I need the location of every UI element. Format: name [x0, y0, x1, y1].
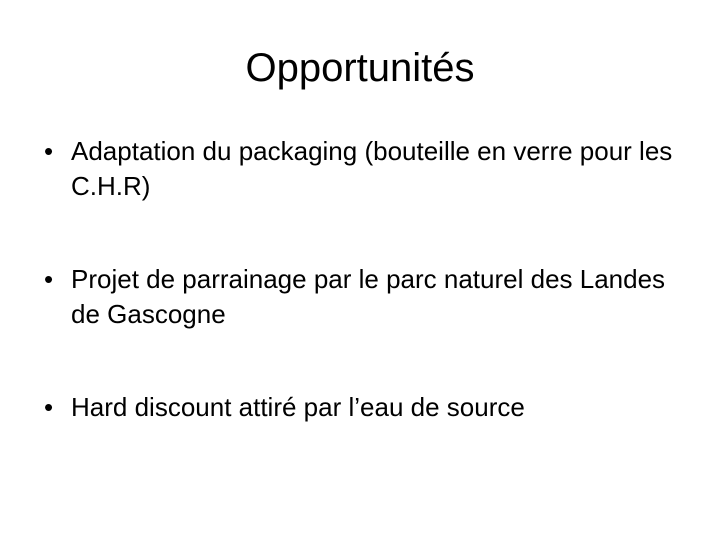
bullet-text: Hard discount attiré par l’eau de source [71, 392, 525, 422]
bullet-icon: • [44, 392, 54, 422]
bullet-icon: • [44, 264, 54, 294]
bullet-text: Adaptation du packaging (bouteille en verre pour les C.H.R) [71, 136, 673, 201]
bullet-item-hard-discount [44, 390, 684, 425]
slide-title: Opportunités [245, 46, 475, 90]
bullet-text: Projet de parrainage par le parc naturel des Landes de Gascogne [71, 264, 666, 329]
bullet-item-packaging [44, 134, 684, 204]
bullet-item-sponsorship [44, 262, 684, 332]
bullet-list [44, 134, 684, 483]
bullet-icon: • [44, 136, 54, 166]
